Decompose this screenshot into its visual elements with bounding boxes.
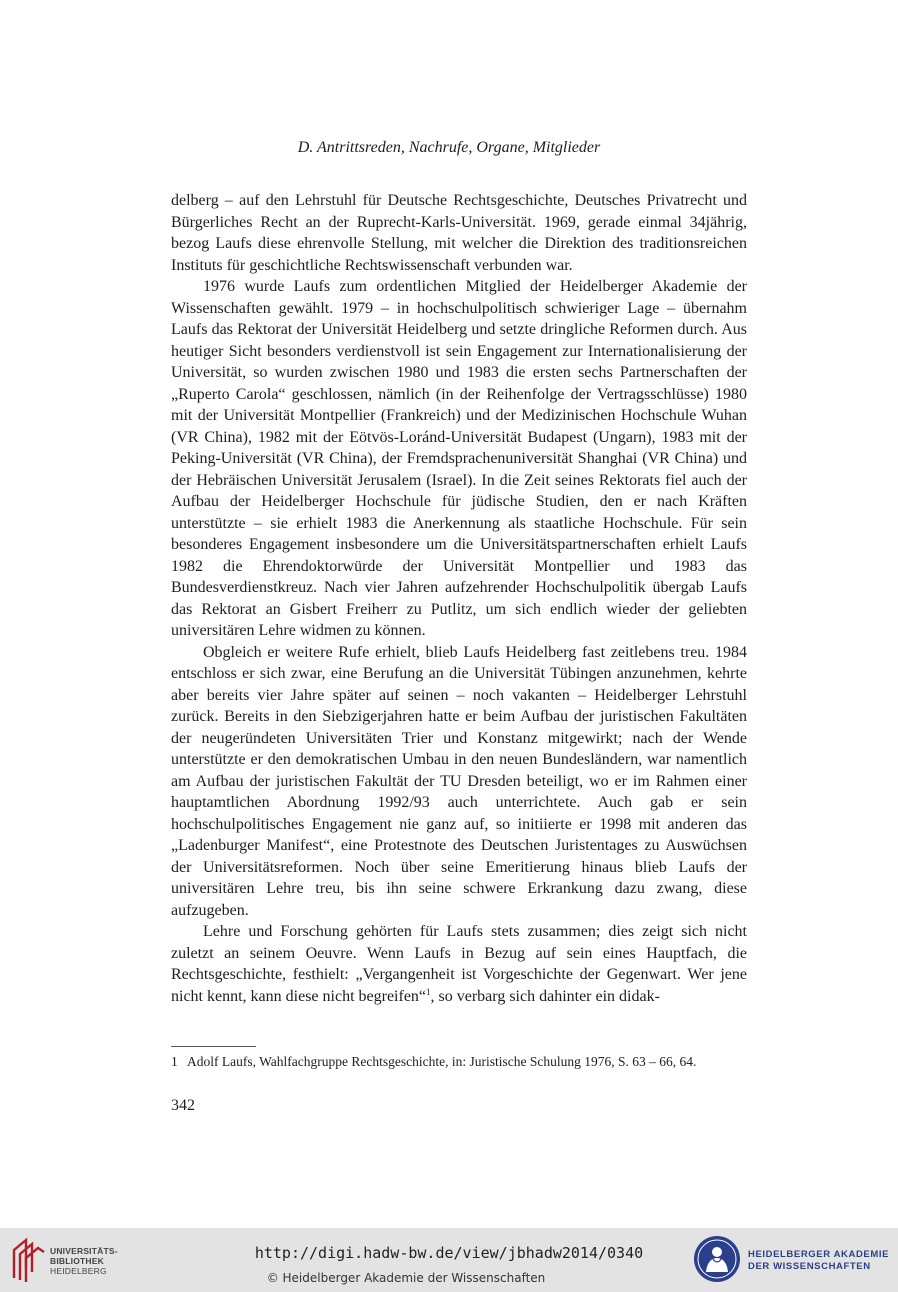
academy-name: [748, 1249, 889, 1273]
paragraph-3: Obgleich er weitere Rufe erhielt, blieb Laufs Heidelberg fast zeitlebens treu. 1984 entschloss er sich zwar, eine Berufung an die Universität Tübingen anzunehmen, kehrte aber bereits vier Jahre später auf seinen – noch vakanten – Heidelberger Lehrstuhl zurück. Bereits in den Siebzigerjahren hatte er beim Aufbau der juristischen Fakultäten der neugeründeten Universitäten Trier und Konstanz mitgewirkt; nach der Wende unterstützte er den demokratischen Umbau in den neuen Bundesländern, war namentlich am Aufbau der juristischen Fakultät der TU Dresden beteiligt, wo er im Rahmen einer hauptamtlichen Abordnung 1992/93 auch unterrichtete. Auch gab er sein hochschulpolitisches Engagement nie ganz auf, so initiierte er 1998 mit anderen das „Ladenburger Manifest“, eine Protestnote des Deutschen Juristentages zu Auswüchsen der Universitätsreformen. Noch über seine Emeritierung hinaus blieb Laufs der universitären Lehre treu, bis ihn seine schwere Erkrankung dazu zwang, diese aufzugeben.: [171, 643, 747, 919]
library-name-line-2: BIBLIOTHEK: [50, 1256, 104, 1266]
footnote-divider: [171, 1046, 256, 1047]
academy-name-line-1: HEIDELBERGER AKADEMIE: [748, 1249, 890, 1260]
paragraph-1: delberg – auf den Lehrstuhl für Deutsche Rechtsgeschichte, Deutsches Privatrecht und Bürgerliches Recht an der Ruprecht-Karls-Universität. 1969, gerade einmal 34jährig, bezog Laufs diese ehrenvolle Stellung, mit welcher die Direktion des traditionsreichen Instituts für geschichtliche Rechtswissenschaft verbunden war.: [171, 192, 747, 274]
library-name-line-3: HEIDELBERG: [50, 1266, 107, 1276]
paragraph-4-continuation: , so verbarg sich dahinter ein didak-: [430, 987, 660, 1005]
viewer-footer: [0, 1228, 898, 1292]
footnote: [171, 1053, 747, 1071]
page-number: 342: [171, 1097, 195, 1114]
footnote-marker[interactable]: 1: [426, 986, 431, 997]
library-name-line-1: UNIVERSITÄTS-: [50, 1246, 118, 1256]
hadw-seal-icon[interactable]: [692, 1234, 742, 1284]
footnote-text: Adolf Laufs, Wahlfachgruppe Rechtsgeschichte, in: Juristische Schulung 1976, S. 63 – 66, 64.: [187, 1054, 697, 1069]
body-text: [171, 190, 747, 1007]
paragraph-4-text: Lehre und Forschung gehörten für Laufs stets zusammen; dies zeigt sich nicht zuletzt an seinem Oeuvre. Wenn Laufs in Bezug auf sein eines Hauptfach, die Rechtsgeschichte, festhielt: „Vergangenheit ist Vorgeschichte der Gegenwart. Wer jene nicht kennt, kann diese nicht begreifen“: [171, 923, 747, 1005]
running-head: D. Antrittsreden, Nachrufe, Organe, Mitglieder: [297, 139, 601, 156]
footnote-number: 1: [171, 1054, 178, 1069]
paragraph-2: 1976 wurde Laufs zum ordentlichen Mitglied der Heidelberger Akademie der Wissenschaften gewählt. 1979 – in hochschulpolitisch schwieriger Lage – übernahm Laufs das Rektorat der Universität Heidelberg und setzte dringliche Reformen durch. Aus heutiger Sicht besonders verdienstvoll ist sein Engagement zur Internationalisierung der Universität, so wurden zwischen 1980 und 1983 die ersten sechs Partnerschaften der „Ruperto Carola“ geschlossen, nämlich (in der Reihenfolge der Vertragsschlüsse) 1980 mit der Universität Montpellier (Frankreich) und der Medizinischen Hochschule Wuhan (VR China), 1982 mit der Eötvös-Loránd-Universität Budapest (Ungarn), 1983 mit der Peking-Universität (VR China), der Fremdsprachenuniversität Shanghai (VR China) und der Hebräischen Universität Jerusalem (Israel). In die Zeit seines Rektorats fiel auch der Aufbau der Heidelberger Hochschule für jüdische Studien, den er nach Kräften unterstützte – sie erhielt 1983 die Anerkennung als staatliche Hochschule. Für sein besonderes Engagement insbesondere um die Universitätspartnerschaften erhielt Laufs 1982 die Ehrendoktorwürde der Universität Montpellier und 1983 das Bundesverdienstkreuz. Nach vier Jahren aufzehrender Hochschulpolitik übergab Laufs das Rektorat an Gisbert Freiherr zu Putlitz, um sich endlich wieder der geliebten universitären Lehre widmen zu können.: [171, 278, 747, 639]
paragraph-4: [171, 921, 747, 1007]
permalink-url[interactable]: http://digi.hadw-bw.de/view/jbhadw2014/0340: [254, 1244, 644, 1262]
copyright-notice: © Heidelberger Akademie der Wissenschaften: [266, 1271, 546, 1285]
academy-name-line-2: DER WISSENSCHAFTEN: [748, 1261, 871, 1272]
